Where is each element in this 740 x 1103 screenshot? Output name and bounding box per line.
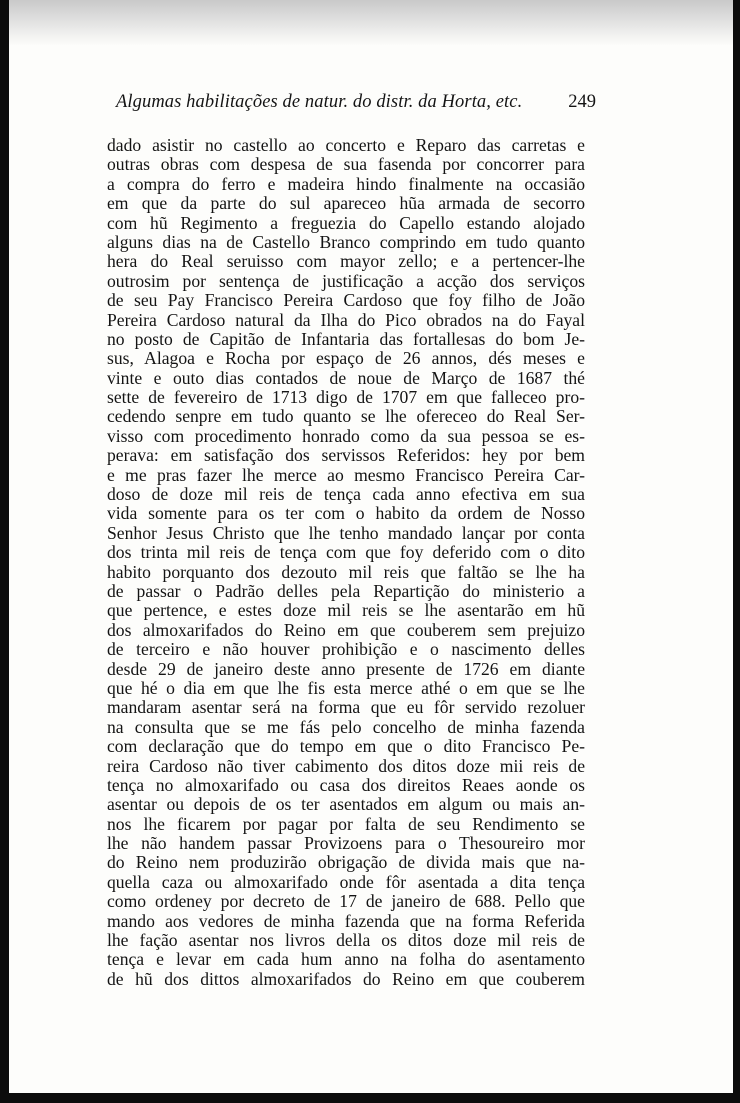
text-line: dos almoxarifados do Reino em que couberem sem prejuizo: [107, 619, 585, 640]
text-line: de passar o Padrão delles pela Repartição do ministerio a: [107, 580, 585, 601]
text-line: doso de doze mil reis de tença cada anno efectiva em sua: [107, 484, 585, 505]
text-line: mandaram asentar será na forma que eu fôr servido rezoluer: [107, 697, 585, 718]
text-line: Senhor Jesus Christo que lhe tenho mandado lançar por conta: [107, 522, 585, 543]
text-line: de terceiro e não houver prohibição e o nascimento delles: [107, 639, 585, 660]
text-line: no posto de Capitão de Infantaria das fortallesas do bom Je-: [107, 328, 585, 349]
text-line: alguns dias na de Castello Branco comprindo em tudo quanto: [107, 231, 585, 252]
text-line: tença e levar em cada hum anno na folha do asentamento: [107, 949, 585, 970]
text-line: cedendo senpre em tudo quanto se lhe ofereceo do Real Ser-: [107, 406, 585, 427]
body-text: [107, 136, 585, 989]
text-line: de seu Pay Francisco Pereira Cardoso que foy filho de João: [107, 290, 585, 311]
text-line: na consulta que se me fás pelo concelho de minha fazenda: [107, 716, 585, 737]
text-line: asentar ou depois de os ter asentados em algum ou mais an-: [107, 794, 585, 815]
text-line: outras obras com despesa de sua fasenda por concorrer para: [107, 154, 585, 175]
text-line: mando aos vedores de minha fazenda que na forma Referida: [107, 910, 585, 931]
text-line: dado asistir no castello ao concerto e Reparo das carretas e: [107, 135, 585, 155]
text-line: hera do Real seruisso com mayor zello; e a pertencer-lhe: [107, 251, 585, 272]
scan-shadow-top: [0, 0, 740, 46]
text-line: Pereira Cardoso natural da Ilha do Pico obrados na do Fayal: [107, 309, 585, 330]
text-line: sus, Alagoa e Rocha por espaço de 26 annos, dés meses e: [107, 348, 585, 369]
text-line: como ordeney por decreto de 17 de janeiro de 688. Pello que: [107, 891, 585, 912]
scan-border-bottom: [0, 1093, 740, 1103]
text-line: perava: em satisfação dos servissos Referidos: hey por bem: [107, 445, 585, 466]
scan-border-right: [733, 0, 740, 1103]
scan-border-left: [0, 0, 9, 1103]
text-line: do Reino nem produzirão obrigação de divida mais que na-: [107, 852, 585, 873]
text-line: nos lhe ficarem por pagar por falta de seu Rendimento se: [107, 813, 585, 834]
text-line: vinte e outo dias contados de noue de Março de 1687 thé: [107, 367, 585, 388]
text-line: reira Cardoso não tiver cabimento dos ditos doze mii reis de: [107, 755, 585, 776]
text-line: em que da parte do sul apareceo hũa armada de secorro: [107, 193, 585, 214]
text-line: que pertence, e estes doze mil reis se lhe asentarão em hũ: [107, 600, 585, 621]
text-line: quella caza ou almoxarifado onde fôr asentada a dita tença: [107, 871, 585, 892]
running-title: Algumas habilitações de natur. do distr. da Horta, etc.: [116, 92, 523, 112]
text-line: dos trinta mil reis de tença com que foy deferido com o dito: [107, 542, 585, 563]
text-line: visso com procedimento honrado como da sua pessoa se es-: [107, 425, 585, 446]
page-number: 249: [568, 92, 596, 112]
text-line: e me pras fazer lhe merce ao mesmo Francisco Pereira Car-: [107, 464, 585, 485]
text-line: lhe fação asentar nos livros della os ditos doze mil reis de: [107, 930, 585, 951]
text-line: outrosim por sentença de justificação a acção dos serviços: [107, 270, 585, 291]
text-line: tença no almoxarifado ou casa dos direitos Reaes aonde os: [107, 774, 585, 795]
text-line: com hũ Regimento a freguezia do Capello estando alojado: [107, 212, 585, 233]
text-line: a compra do ferro e madeira hindo finalmente na occasião: [107, 173, 585, 194]
text-line: lhe não handem passar Provizoens para o Thesoureiro mor: [107, 833, 585, 854]
text-line: que hé o dia em que lhe fis esta merce athé o em que se lhe: [107, 677, 585, 698]
text-line: sette de fevereiro de 1713 digo de 1707 em que falleceo pro-: [107, 387, 585, 408]
text-line: de hũ dos dittos almoxarifados do Reino em que couberem: [107, 968, 585, 989]
text-line: vida somente para os ter com o habito da ordem de Nosso: [107, 503, 585, 524]
text-line: desde 29 de janeiro deste anno presente de 1726 em diante: [107, 658, 585, 679]
page-header: [116, 92, 596, 118]
text-line: habito porquanto dos dezouto mil reis que faltão se lhe ha: [107, 561, 585, 582]
text-line: com declaração que do tempo em que o dito Francisco Pe-: [107, 736, 585, 757]
